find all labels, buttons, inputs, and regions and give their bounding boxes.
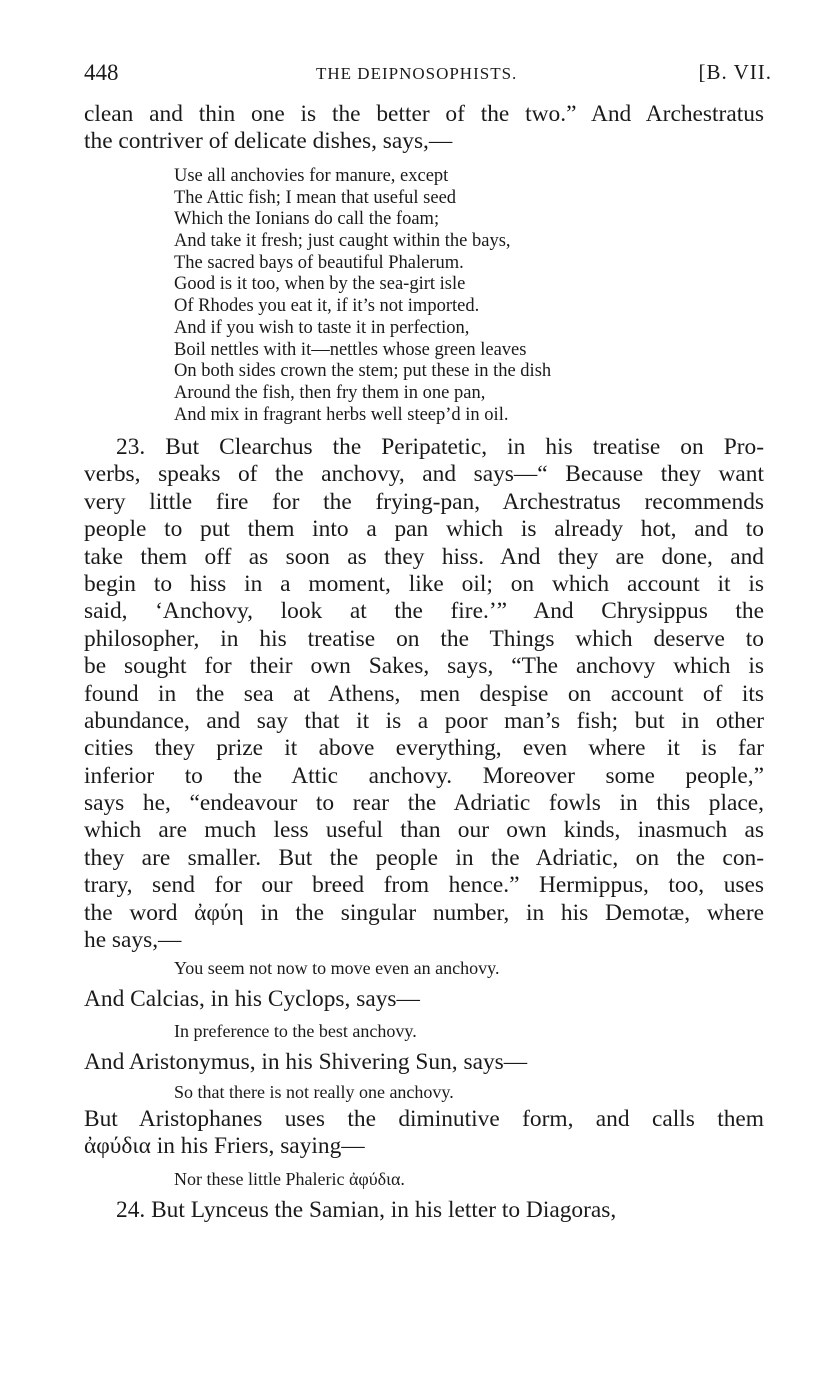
page-header (84, 58, 772, 90)
text-line: ἀφύδια in his Friers, saying— (84, 1133, 365, 1160)
aristonymus-quote: So that there is not really one anchovy. (174, 1082, 454, 1102)
aristophanes-quote: Nor these little Phaleric ἀφύδια. (174, 1169, 405, 1189)
text-line: be sought for their own Sakes, says, “The anchovy which is (84, 653, 764, 680)
text-line: begin to hiss in a moment, like oil; on which account it is (84, 570, 764, 597)
verse-line: Use all anchovies for manure, except (174, 166, 449, 186)
text-line: the contriver of delicate dishes, says,— (84, 128, 453, 155)
aristophanes-paragraph (84, 1106, 764, 1161)
running-title: THE DEIPNOSOPHISTS. (316, 64, 518, 83)
archestratus-verse (174, 166, 551, 426)
verse-line: And if you wish to taste it in perfection, (174, 317, 470, 338)
verse-line: Boil nettles with it—nettles whose green leaves (174, 339, 527, 360)
text-line: people to put them into a pan which is already hot, and to (84, 516, 764, 543)
verse-line: The sacred bays of beautiful Phalerum. (174, 252, 464, 273)
verse-line: And mix in fragrant herbs well steep’d in oil. (174, 404, 509, 425)
intro-paragraph (84, 101, 764, 156)
text-line: clean and thin one is the better of the two.” And Archestratus (84, 101, 764, 127)
text-line: he says,— (84, 927, 182, 954)
verse-line: The Attic fish; I mean that useful seed (174, 187, 457, 208)
text-line: the word ἀφύη in the singular number, in his Demotæ, where (84, 899, 764, 926)
verse-line: Good is it too, when by the sea-girt isle (174, 274, 466, 295)
text-line: 23. But Clearchus the Peripatetic, in his treatise on Pro- (116, 434, 764, 460)
hermippus-quote: You seem not now to move even an anchovy. (174, 958, 500, 978)
verse-line: Of Rhodes you eat it, if it’s not imported. (174, 296, 480, 317)
text-line: verbs, speaks of the anchovy, and says—“ Because they want (84, 461, 764, 488)
text-line: philosopher, in his treatise on the Things which deserve to (84, 625, 764, 652)
calcias-quote: In preference to the best anchovy. (174, 1021, 417, 1041)
text-line: says he, “endeavour to rear the Adriatic fowls in this place, (84, 790, 764, 817)
verse-line: Around the fish, then fry them in one pan, (174, 382, 486, 403)
book-reference: [B. VII. (698, 60, 772, 84)
text-line: they are smaller. But the people in the Adriatic, on the con- (84, 844, 764, 871)
aristonymus-line: And Aristonymus, in his Shivering Sun, says— (84, 1049, 528, 1075)
verse-line: And take it fresh; just caught within the bays, (174, 231, 511, 252)
text-line: abundance, and say that it is a poor man’s fish; but in other (84, 707, 764, 734)
text-line: found in the sea at Athens, men despise on account of its (84, 680, 764, 707)
text-line: trary, send for our breed from hence.” Hermippus, too, uses (84, 872, 764, 899)
text-line: take them off as soon as they hiss. And they are done, and (84, 543, 764, 570)
section-23-paragraph (84, 434, 764, 954)
verse-line: On both sides crown the stem; put these in the dish (174, 361, 552, 382)
section-24-line: 24. But Lynceus the Samian, in his letter to Diagoras, (116, 1197, 617, 1223)
text-line: which are much less useful than our own kinds, inasmuch as (84, 817, 764, 844)
text-line: said, ‘Anchovy, look at the fire.’” And Chrysippus the (84, 598, 764, 625)
verse-line: Which the Ionians do call the foam; (174, 209, 440, 230)
text-line: very little fire for the frying-pan, Archestratus recommends (84, 488, 764, 515)
page-number: 448 (84, 60, 119, 85)
text-line: cities they prize it above everything, even where it is far (84, 735, 764, 762)
calcias-line: And Calcias, in his Cyclops, says— (84, 986, 420, 1012)
text-line: inferior to the Attic anchovy. Moreover some people,” (84, 762, 764, 789)
text-line: But Aristophanes uses the diminutive form, and calls them (84, 1106, 764, 1132)
